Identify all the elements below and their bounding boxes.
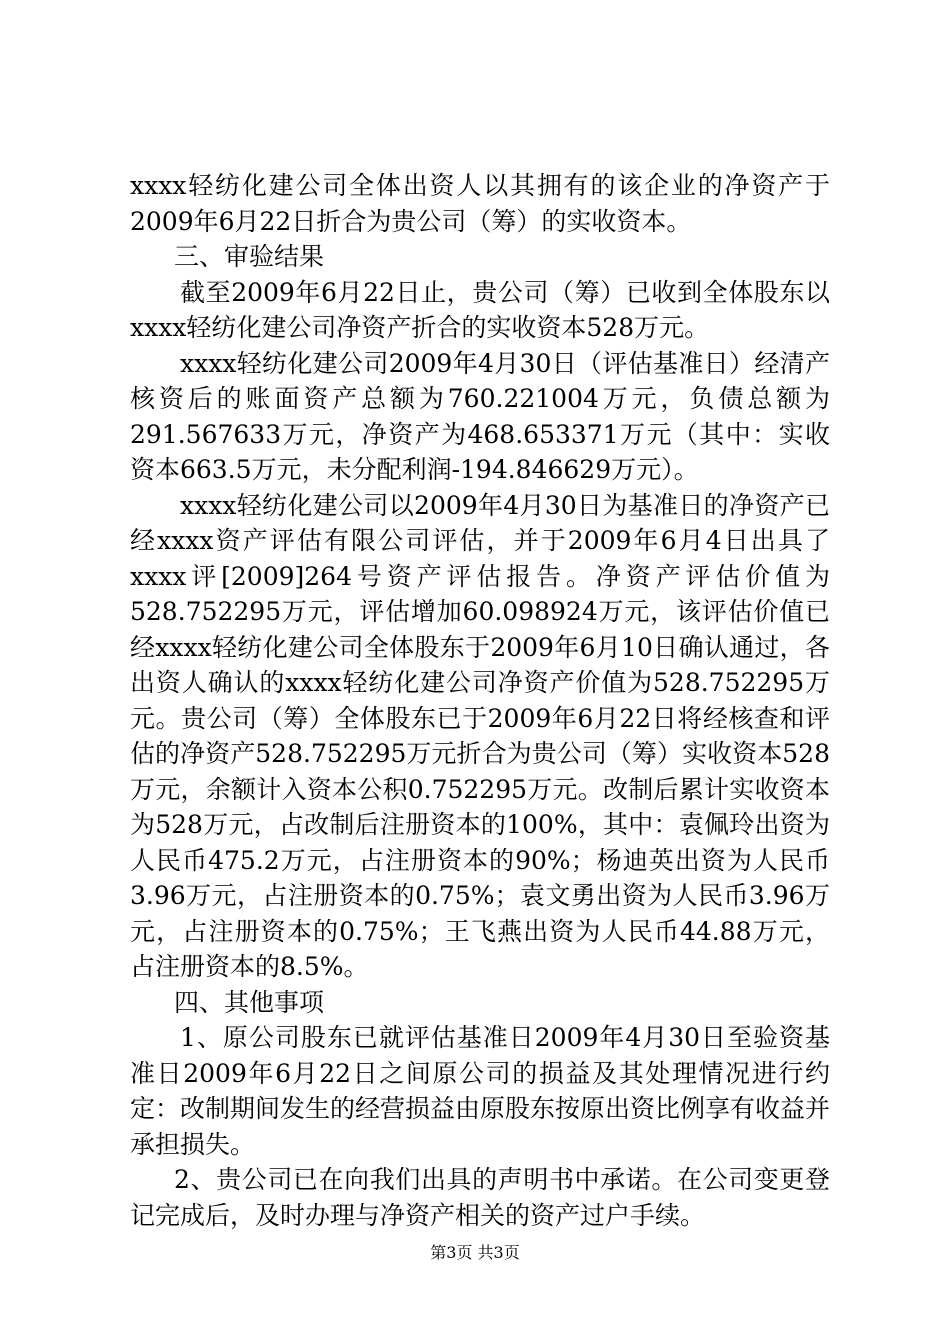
paragraph-capital-conversion: xxxx轻纺化建公司全体出资人以其拥有的该企业的净资产于2009年6月22日折合为贵公司（筹）的实收资本。 (130, 171, 830, 236)
paragraph-asset-verification: xxxx轻纺化建公司2009年4月30日（评估基准日）经清产核资后的账面资产总额为760.221004万元，负债总额为291.567633万元，净资产为468.653371万元（其中：实收资本663.5万元，未分配利润-194.846629万元）。 (130, 348, 830, 484)
paragraph-ownership-transfer: 2、贵公司已在向我们出具的声明书中承诺。在公司变更登记完成后，及时办理与净资产相关的资产过户手续。 (130, 1165, 830, 1230)
heading-audit-result: 三、审验结果 (174, 242, 325, 271)
page-number-label: 第3页 共3页 (430, 1243, 520, 1262)
paragraph-profit-loss-agreement: 1、原公司股东已就评估基准日2009年4月30日至验资基准日2009年6月22日之间原公司的损益及其处理情况进行约定：改制期间发生的经营损益由原股东按原出资比例享有收益并承担损失。 (130, 1023, 831, 1159)
page-footer (0, 1243, 950, 1263)
heading-other-matters: 四、其他事项 (174, 987, 325, 1017)
paragraph-capital-received: 截至2009年6月22日止，贵公司（筹）已收到全体股东以xxxx轻纺化建公司净资产折合的实收资本528万元。 (130, 277, 830, 342)
document-body (130, 168, 830, 1233)
paragraph-asset-evaluation: xxxx轻纺化建公司以2009年4月30日为基准日的净资产已经xxxx资产评估有限公司评估，并于2009年6月4日出具了xxxx评[2009]264号资产评估报告。净资产评估价值为528.752295万元，评估增加60.098924万元，该评估价值已经xxxx轻纺化建公司全体股东于2009年6月10日确认通过，各出资人确认的xxxx轻纺化建公司净资产价值为528.752295万元。贵公司（筹）全体股东已于2009年6月22日将经核查和评估的净资产528.752295万元折合为贵公司（筹）实收资本528万元，余额计入资本公积0.752295万元。改制后累计实收资本为528万元，占改制后注册资本的100%，其中：袁佩玲出资为人民币475.2万元，占注册资本的90%；杨迪英出资为人民币3.96万元，占注册资本的0.75%；袁文勇出资为人民币3.96万元，占注册资本的0.75%；王飞燕出资为人民币44.88万元，占注册资本的8.5%。 (130, 490, 830, 981)
